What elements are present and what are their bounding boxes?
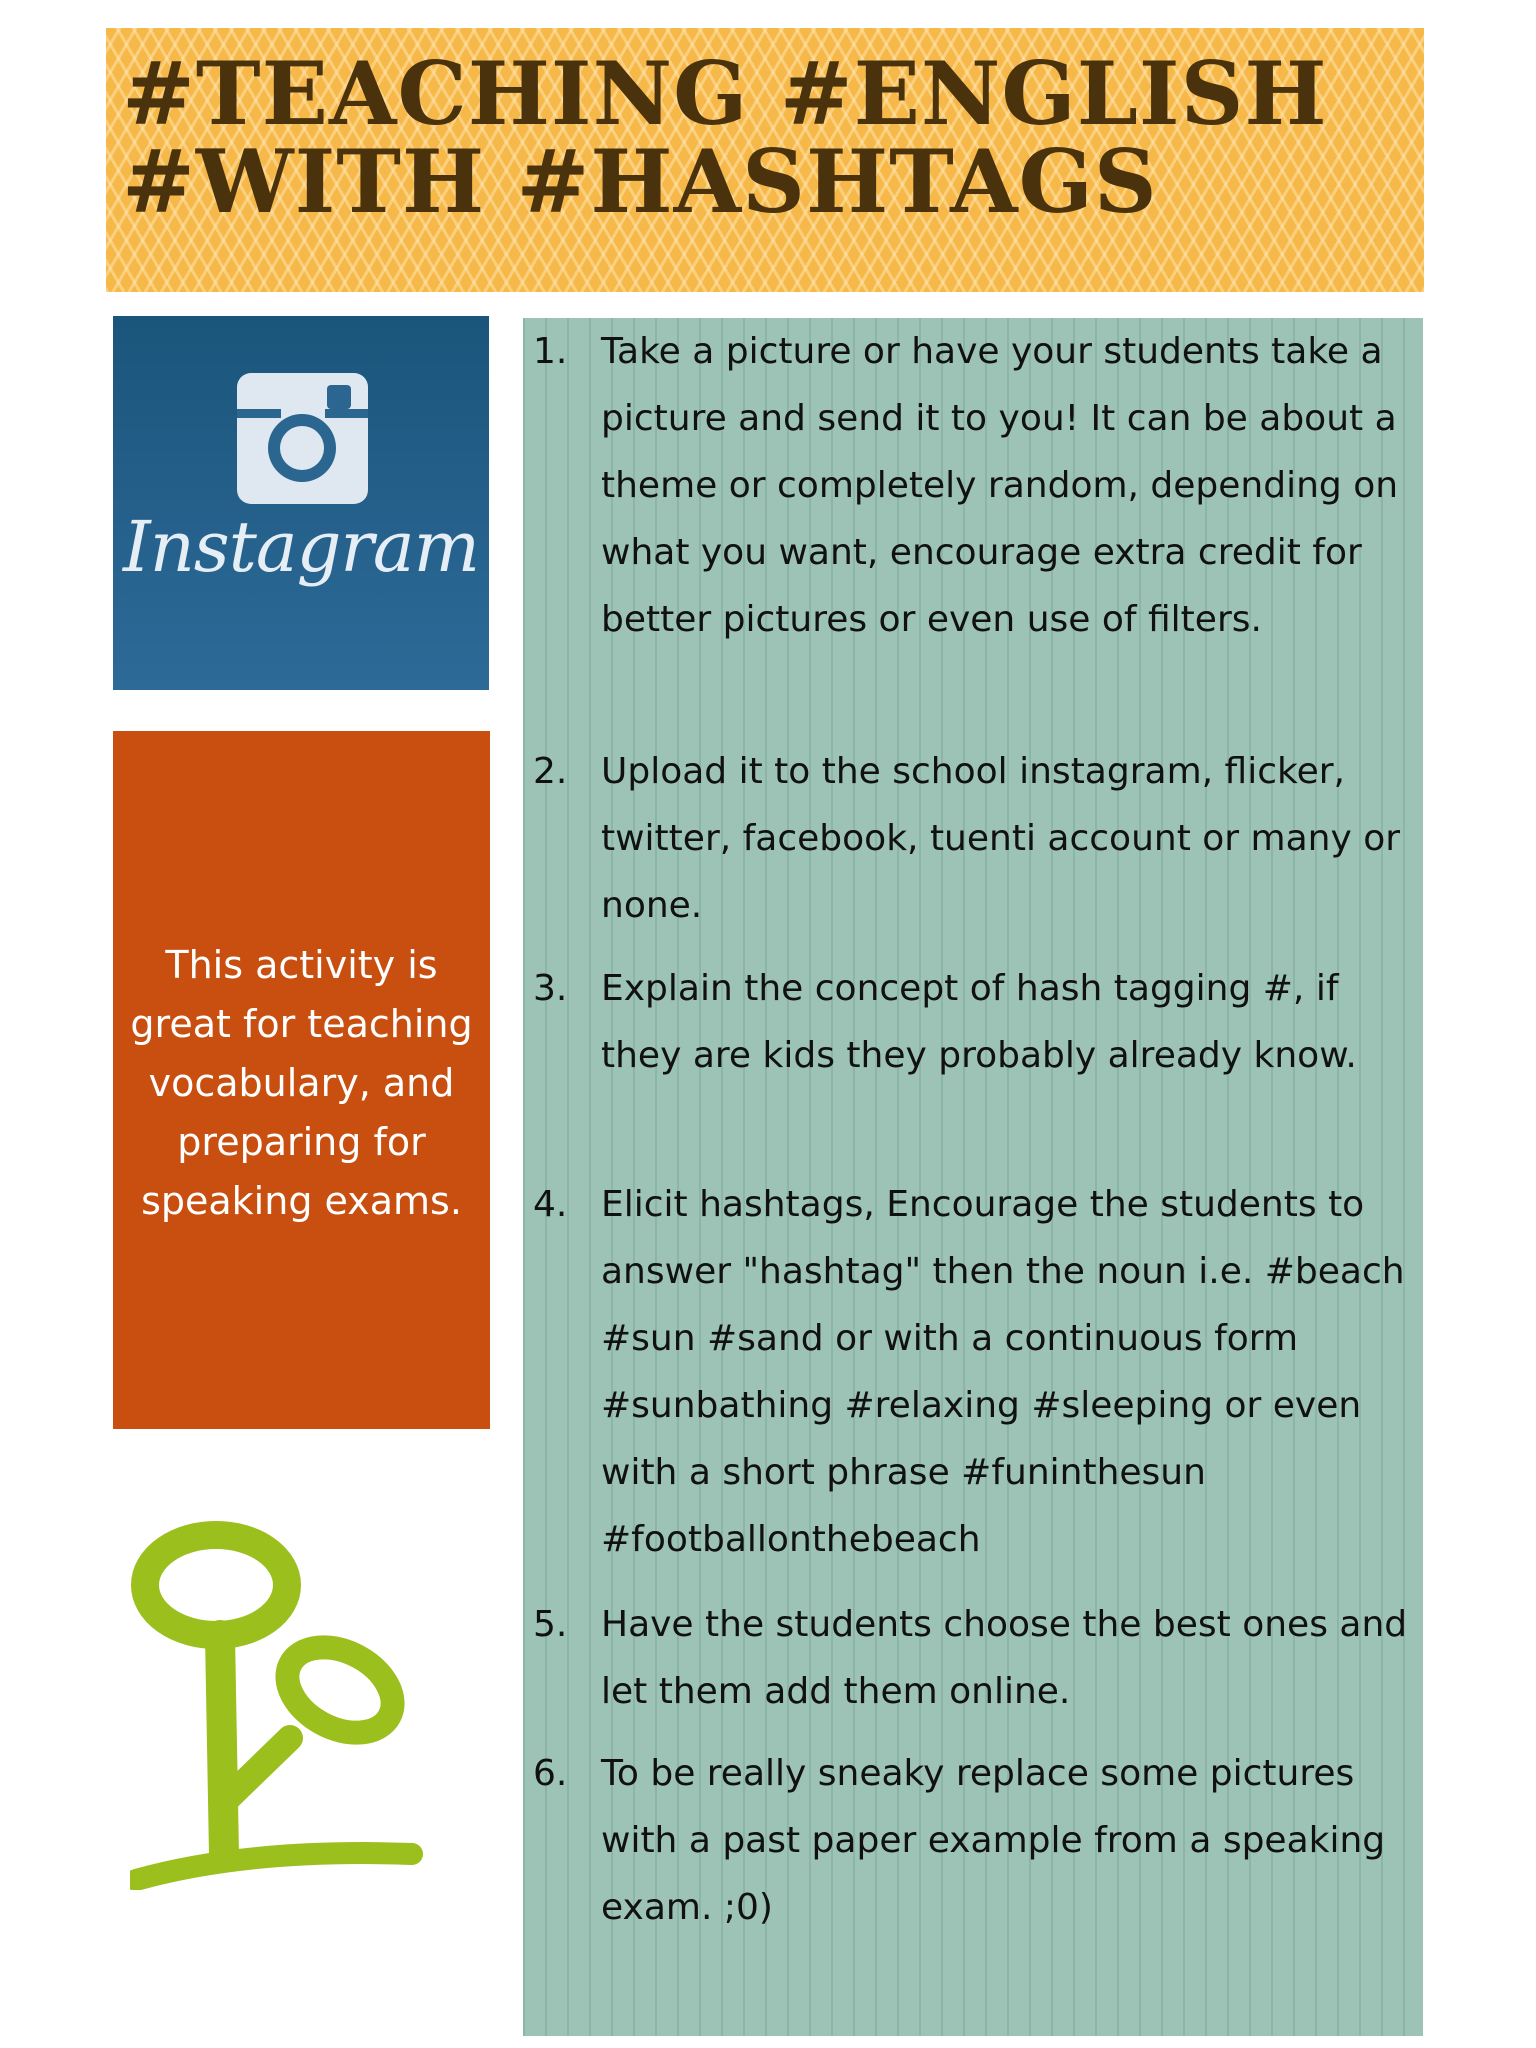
sprout-plant-icon (130, 1510, 430, 1890)
step-item (523, 1740, 1411, 1941)
step-text: Upload it to the school instagram, flicker, twitter, facebook, tuenti account or many or none. (601, 751, 1401, 926)
step-text: Explain the concept of hash tagging #, if they are kids they probably already know. (601, 968, 1357, 1076)
page-title (122, 42, 1328, 233)
steps-panel (523, 318, 1423, 2036)
step-number: 2. (533, 751, 568, 792)
step-number: 6. (533, 1753, 568, 1794)
instagram-camera-icon (237, 373, 368, 504)
step-text: Elicit hashtags, Encourage the students to answer "hashtag" then the noun i.e. #beach #sun #sand or with a continuous form #sunbathing #relaxing #sleeping or even with a short phrase #funinthesun #footballonthebeach (601, 1184, 1405, 1560)
title-banner (106, 28, 1424, 292)
step-text: Have the students choose the best ones and let them add them online. (601, 1604, 1408, 1712)
step-number: 4. (533, 1184, 568, 1225)
step-number: 5. (533, 1604, 568, 1645)
step-item (523, 738, 1411, 939)
step-text: To be really sneaky replace some pictures with a past paper example from a speaking exam. ;0) (601, 1753, 1386, 1928)
activity-note-text: This activity is great for teaching vocabulary, and preparing for speaking exams. (130, 943, 473, 1223)
step-text: Take a picture or have your students take a picture and send it to you! It can be about a theme or completely random, depending on what you want, encourage extra credit for better pictures or even use of filters. (601, 331, 1399, 640)
step-item (523, 1171, 1411, 1573)
step-item (523, 1591, 1411, 1725)
step-item (523, 318, 1411, 653)
title-line-2: #WITH #HASHTAGS (122, 130, 1158, 233)
step-item (523, 955, 1411, 1089)
instagram-logo-tile (113, 316, 489, 690)
instagram-wordmark: Instagram (123, 506, 479, 588)
activity-note-box (113, 731, 490, 1429)
title-line-1: #TEACHING #ENGLISH (122, 42, 1328, 145)
step-number: 3. (533, 968, 568, 1009)
step-number: 1. (533, 331, 568, 372)
